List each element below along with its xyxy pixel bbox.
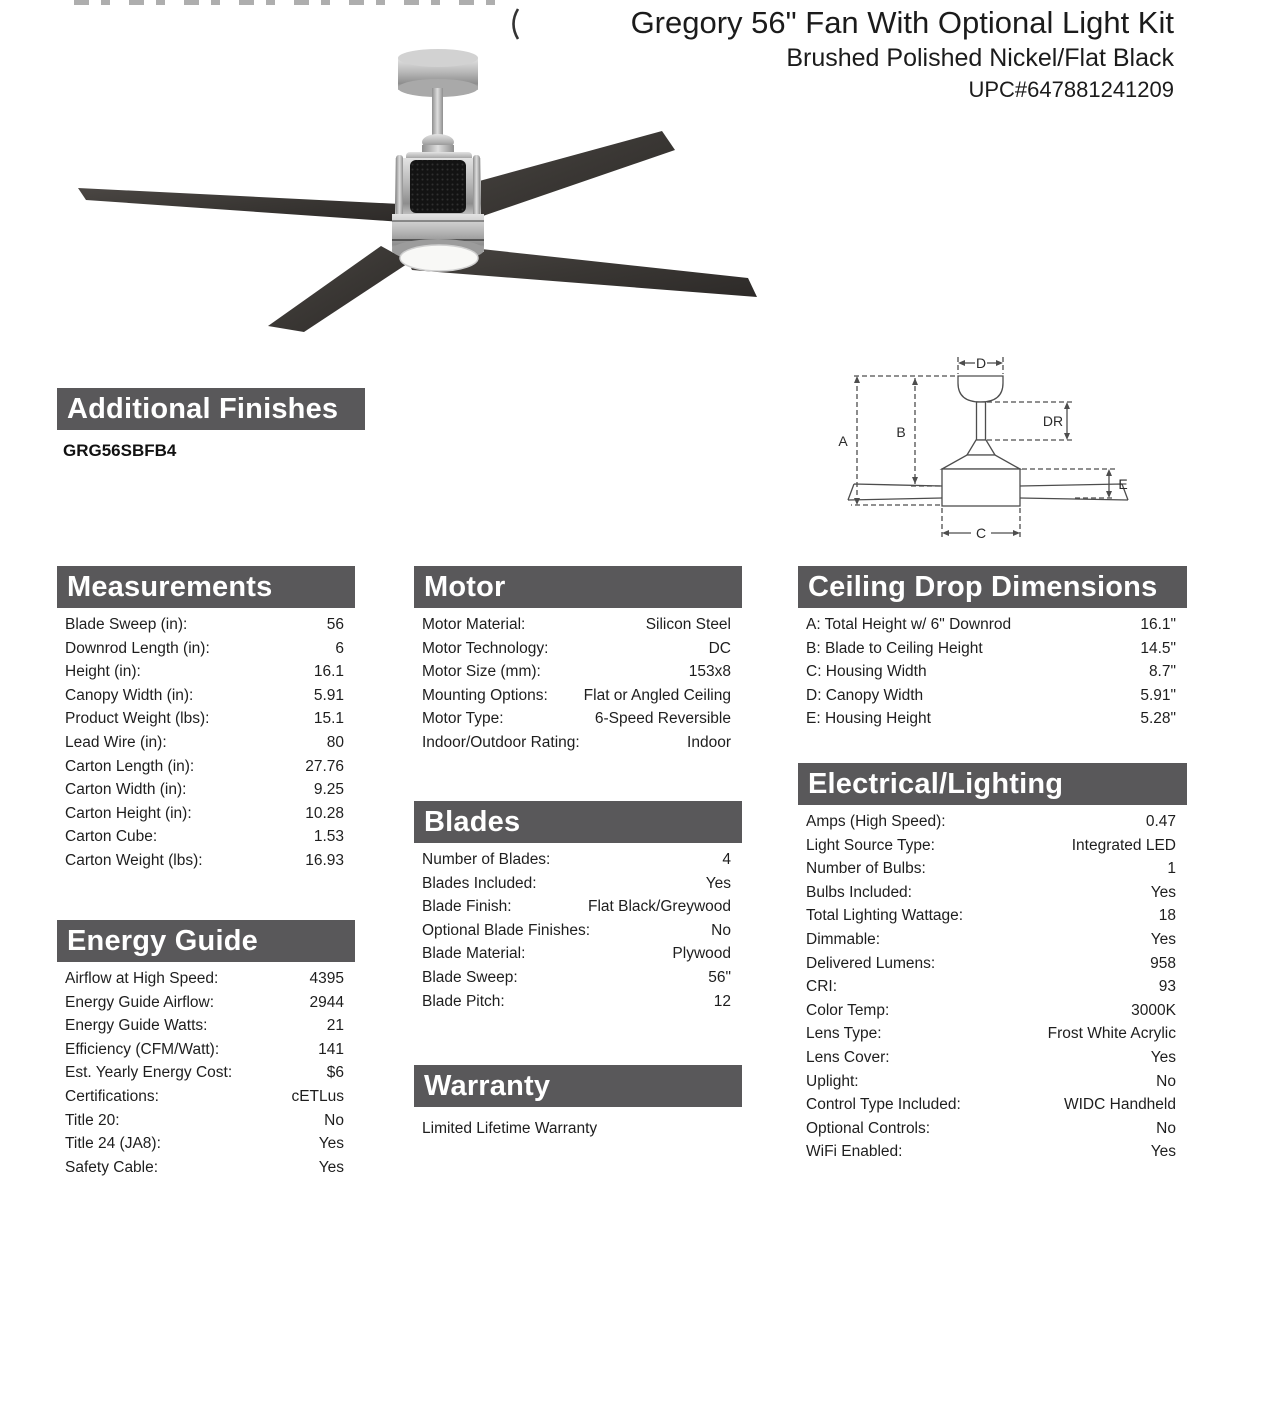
spec-row <box>422 872 731 896</box>
spec-value: 16.1 <box>313 663 344 681</box>
spec-label: Delivered Lumens: <box>806 954 936 972</box>
fan-downrod <box>432 88 443 140</box>
spec-row <box>65 637 344 661</box>
spec-row <box>806 684 1176 708</box>
spec-label: Blade Finish: <box>422 898 512 916</box>
spec-row <box>65 778 344 802</box>
spec-value: Integrated LED <box>1071 836 1176 854</box>
spec-row <box>65 1061 344 1085</box>
section-header-ceiling-drop: Ceiling Drop Dimensions <box>798 566 1187 608</box>
spec-label: Blade Sweep: <box>422 968 518 986</box>
spec-label: Motor Type: <box>422 710 504 728</box>
spec-row <box>806 975 1176 999</box>
section-header-motor: Motor <box>414 566 742 608</box>
spec-value: Yes <box>1150 883 1176 901</box>
spec-value: 6-Speed Reversible <box>594 710 731 728</box>
spec-row <box>806 613 1176 637</box>
spec-label: Number of Blades: <box>422 851 551 868</box>
spec-value: 3000K <box>1131 1001 1176 1019</box>
blades-rows <box>414 843 742 1013</box>
diagram-label-e: E <box>1118 476 1128 492</box>
section-header-additional-finishes: Additional Finishes <box>57 388 365 430</box>
spec-row <box>806 952 1176 976</box>
spec-value: Flat Black/Greywood <box>588 898 731 916</box>
spec-value: No <box>324 1111 344 1129</box>
spec-label: Energy Guide Airflow: <box>65 993 215 1011</box>
spec-value: Yes <box>1150 1048 1176 1066</box>
spec-value: 21 <box>326 1017 344 1035</box>
spec-value: Yes <box>705 874 731 892</box>
product-title: Gregory 56" Fan With Optional Light Kit <box>630 5 1174 40</box>
spec-value: No <box>711 921 731 939</box>
spec-value: 5.28" <box>1140 710 1176 728</box>
spec-value: $6 <box>326 1064 344 1082</box>
spec-label: Optional Controls: <box>806 1119 931 1137</box>
spec-value: 16.1" <box>1140 616 1176 633</box>
spec-label: WiFi Enabled: <box>806 1143 903 1161</box>
spec-value: 27.76 <box>305 757 344 775</box>
product-photo-fan <box>60 42 770 342</box>
spec-label: Light Source Type: <box>806 836 935 854</box>
section-motor <box>414 566 742 755</box>
spec-row <box>422 707 731 731</box>
spec-label: Motor Technology: <box>422 639 549 657</box>
energy-guide-rows <box>57 962 355 1179</box>
diagram-bell <box>967 440 995 455</box>
spec-label: Bulbs Included: <box>806 883 912 901</box>
spec-label: Carton Width (in): <box>65 781 187 799</box>
spec-value: 5.91 <box>313 686 344 704</box>
spec-row <box>806 1093 1176 1117</box>
product-upc: UPC#647881241209 <box>968 77 1174 102</box>
spec-value: 15.1 <box>313 710 344 728</box>
spec-row <box>422 848 731 872</box>
spec-label: Blade Sweep (in): <box>65 616 188 633</box>
spec-value: 93 <box>1158 978 1176 996</box>
spec-row <box>806 1140 1176 1164</box>
spec-label: Lead Wire (in): <box>65 733 167 751</box>
spec-row <box>806 834 1176 858</box>
fan-light-lens <box>400 245 478 271</box>
spec-value: 18 <box>1158 907 1176 925</box>
spec-value: 16.93 <box>305 851 344 869</box>
spec-label: Canopy Width (in): <box>65 686 194 704</box>
spec-row <box>806 881 1176 905</box>
spec-label: E: Housing Height <box>806 710 931 728</box>
spec-value: 5.91" <box>1140 686 1176 704</box>
spec-value: 4395 <box>309 970 344 987</box>
spec-value: 9.25 <box>313 781 344 799</box>
spec-value: 10.28 <box>305 804 344 822</box>
spec-label: Safety Cable: <box>65 1158 159 1176</box>
spec-row <box>806 1070 1176 1094</box>
diagram-canopy <box>958 376 1003 402</box>
spec-value: 141 <box>318 1040 344 1058</box>
spec-value: 2944 <box>309 993 344 1011</box>
spec-label: CRI: <box>806 978 837 996</box>
spec-label: Blade Material: <box>422 945 526 963</box>
spec-row <box>65 1109 344 1133</box>
spec-row <box>422 919 731 943</box>
spec-row <box>65 1156 344 1180</box>
spec-value: Indoor <box>687 733 731 751</box>
spec-label: Title 24 (JA8): <box>65 1135 161 1153</box>
spec-value: No <box>1156 1072 1176 1090</box>
spec-value: No <box>1156 1119 1176 1137</box>
spec-label: Mounting Options: <box>422 686 548 704</box>
diagram-label-a: A <box>838 433 848 449</box>
spec-row <box>65 991 344 1015</box>
spec-label: Carton Weight (lbs): <box>65 851 203 869</box>
spec-value: 958 <box>1150 954 1176 972</box>
spec-value: DC <box>708 639 731 657</box>
spec-value: 6 <box>335 639 344 657</box>
spec-row <box>65 684 344 708</box>
spec-value: Flat or Angled Ceiling <box>583 686 731 704</box>
spec-value: 56 <box>326 616 344 633</box>
spec-value: 4 <box>722 851 731 868</box>
spec-label: Color Temp: <box>806 1001 890 1019</box>
spec-row <box>65 802 344 826</box>
spec-row <box>806 707 1176 731</box>
fan-blade-lower-left <box>268 246 410 332</box>
spec-label: Energy Guide Watts: <box>65 1017 208 1035</box>
spec-label: A: Total Height w/ 6" Downrod <box>806 616 1012 633</box>
spec-row <box>65 613 344 637</box>
spec-label: Height (in): <box>65 663 141 681</box>
spec-label: Lens Cover: <box>806 1048 890 1066</box>
diagram-label-b: B <box>896 424 906 440</box>
spec-label: Product Weight (lbs): <box>65 710 210 728</box>
spec-label: Total Lighting Wattage: <box>806 907 964 925</box>
spec-label: Blades Included: <box>422 874 537 892</box>
spec-row <box>806 637 1176 661</box>
section-ceiling-drop <box>798 566 1187 731</box>
spec-row <box>806 660 1176 684</box>
electrical-rows <box>798 805 1187 1164</box>
section-warranty <box>414 1065 742 1141</box>
spec-label: Title 20: <box>65 1111 120 1129</box>
spec-label: Carton Height (in): <box>65 804 192 822</box>
section-header-measurements: Measurements <box>57 566 355 608</box>
spec-label: Est. Yearly Energy Cost: <box>65 1064 233 1082</box>
spec-row <box>65 731 344 755</box>
warranty-text: Limited Lifetime Warranty <box>422 1120 598 1137</box>
section-measurements <box>57 566 355 873</box>
spec-value: Yes <box>318 1135 344 1153</box>
spec-label: Carton Length (in): <box>65 757 195 775</box>
section-blades <box>414 801 742 1013</box>
spec-row <box>422 613 731 637</box>
spec-label: Uplight: <box>806 1072 859 1090</box>
spec-row <box>422 990 731 1014</box>
spec-value: cETLus <box>291 1087 344 1105</box>
spec-row <box>65 707 344 731</box>
spec-value: 1.53 <box>313 828 344 846</box>
spec-value: Yes <box>1150 1143 1176 1161</box>
spec-label: Number of Bulbs: <box>806 860 926 878</box>
spec-label: Optional Blade Finishes: <box>422 921 591 939</box>
spec-value: Yes <box>1150 930 1176 948</box>
spec-value: 0.47 <box>1145 813 1176 830</box>
section-energy-guide <box>57 920 355 1179</box>
spec-row <box>65 755 344 779</box>
spec-row <box>422 942 731 966</box>
spec-row <box>422 660 731 684</box>
dimension-diagram <box>835 345 1135 550</box>
spec-row <box>422 966 731 990</box>
spec-value: 8.7" <box>1148 663 1176 681</box>
spec-value: 56" <box>708 968 731 986</box>
spec-label: Control Type Included: <box>806 1096 961 1114</box>
spec-label: B: Blade to Ceiling Height <box>806 639 983 657</box>
product-finish: Brushed Polished Nickel/Flat Black <box>786 44 1174 72</box>
spec-row <box>806 810 1176 834</box>
spec-value: 12 <box>713 992 731 1010</box>
spec-value: 80 <box>326 733 344 751</box>
spec-value: 14.5" <box>1140 639 1176 657</box>
diagram-shoulders <box>942 455 1020 469</box>
spec-value: Plywood <box>672 945 731 963</box>
spec-row <box>65 825 344 849</box>
spec-row <box>422 895 731 919</box>
spec-row <box>65 1038 344 1062</box>
spec-label: Downrod Length (in): <box>65 639 210 657</box>
section-header-electrical-lighting: Electrical/Lighting <box>798 763 1187 805</box>
spec-row <box>65 1014 344 1038</box>
spec-label: D: Canopy Width <box>806 686 924 704</box>
spec-row <box>806 1022 1176 1046</box>
spec-row <box>806 1117 1176 1141</box>
spec-value: WIDC Handheld <box>1064 1096 1176 1114</box>
spec-value: Frost White Acrylic <box>1047 1025 1176 1043</box>
spec-label: Motor Material: <box>422 616 526 633</box>
spec-row <box>422 684 731 708</box>
spec-row <box>806 999 1176 1023</box>
spec-label: Dimmable: <box>806 930 881 948</box>
spec-value: 1 <box>1167 860 1176 878</box>
spec-row <box>65 849 344 873</box>
spec-label: Blade Pitch: <box>422 992 505 1010</box>
motor-rows <box>414 608 742 755</box>
spec-row <box>65 1085 344 1109</box>
spec-row <box>422 637 731 661</box>
spec-row <box>806 857 1176 881</box>
diagram-housing <box>942 469 1020 506</box>
diagram-downrod <box>977 402 986 440</box>
spec-label: Efficiency (CFM/Watt): <box>65 1040 220 1058</box>
spec-row <box>65 1132 344 1156</box>
spec-label: Airflow at High Speed: <box>65 970 219 987</box>
spec-label: Lens Type: <box>806 1025 882 1043</box>
section-header-blades: Blades <box>414 801 742 843</box>
diagram-label-c: C <box>975 525 987 541</box>
spec-label: Amps (High Speed): <box>806 813 946 830</box>
spec-value: 153x8 <box>688 663 731 681</box>
spec-label: Carton Cube: <box>65 828 158 846</box>
sku-code: GRG56SBFB4 <box>63 441 177 460</box>
spec-value: Silicon Steel <box>645 616 731 633</box>
spec-value: Yes <box>318 1158 344 1176</box>
spec-row <box>806 1046 1176 1070</box>
ceiling-drop-rows <box>798 608 1187 731</box>
spec-row <box>65 660 344 684</box>
fan-blade-left <box>78 188 402 222</box>
spec-label: Motor Size (mm): <box>422 663 541 681</box>
spec-label: C: Housing Width <box>806 663 927 681</box>
spec-label: Certifications: <box>65 1087 159 1105</box>
section-header-warranty: Warranty <box>414 1065 742 1107</box>
measurements-rows <box>57 608 355 873</box>
spec-row <box>806 904 1176 928</box>
spec-row <box>422 731 731 755</box>
spec-row <box>806 928 1176 952</box>
spec-label: Indoor/Outdoor Rating: <box>422 733 580 751</box>
diagram-label-dr: DR <box>1042 413 1064 429</box>
spec-row <box>65 967 344 991</box>
diagram-label-d: D <box>975 355 987 371</box>
section-electrical-lighting <box>798 763 1187 1164</box>
section-additional-finishes <box>57 388 365 430</box>
section-header-energy-guide: Energy Guide <box>57 920 355 962</box>
